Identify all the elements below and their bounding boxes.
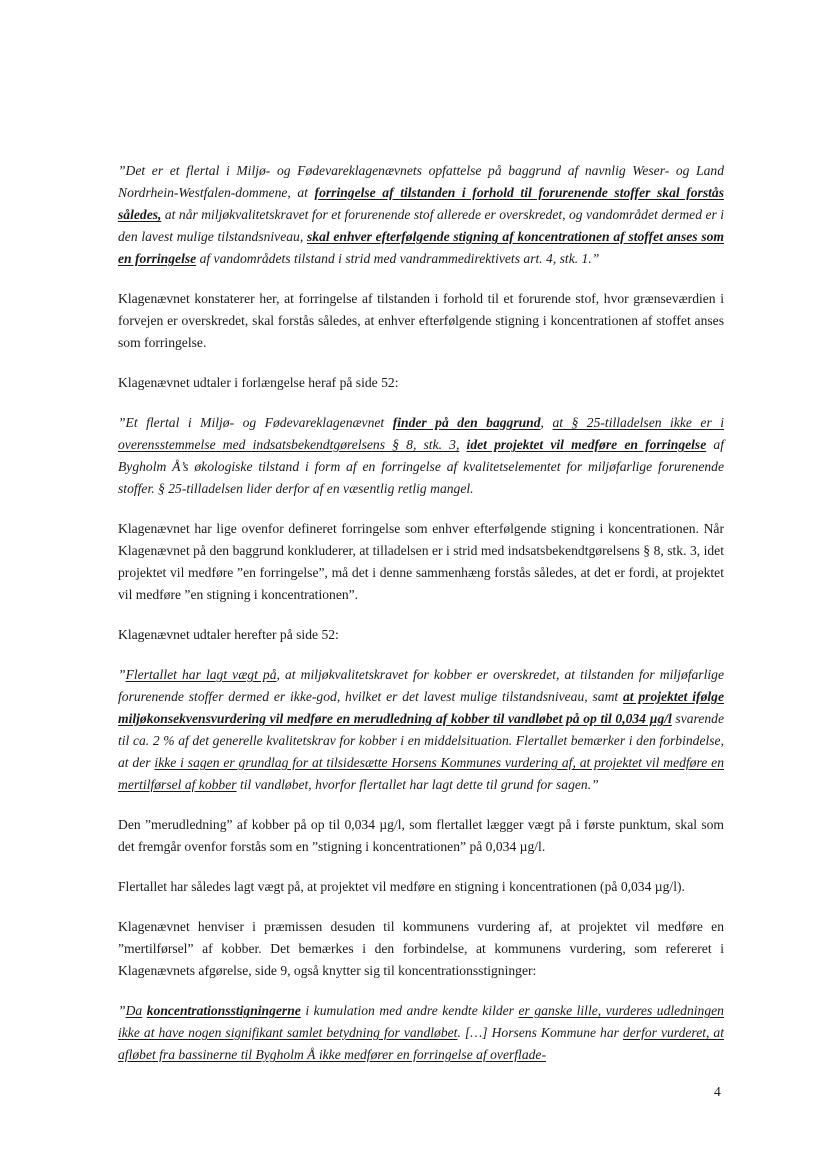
text-run: ” — [118, 667, 126, 682]
text-run: , at miljøkvalitetskravet for kobber er overskredet, at tilstanden for miljøfarlige forurenende stoffer dermed er ikke-god, hvilket er det lavest mulige tilstandsniveau, samt — [118, 667, 724, 704]
emphasis-text: idet projektet vil medføre en forringelse — [466, 437, 707, 452]
body-paragraph — [118, 518, 724, 606]
underlined-text: er ganske lille, vurderes udledningen ikke at have nogen signifikant samlet betydning for vandløbet — [118, 1003, 724, 1040]
underlined-text: ikke i sagen er grundlag for at tilsidesætte Horsens Kommunes vurdering af, at projektet vil medføre en mertilførsel af kobber — [118, 755, 724, 792]
body-paragraph — [118, 624, 724, 646]
underlined-text: Da — [125, 1003, 143, 1018]
text-run: af Bygholm Å’s økologiske tilstand i form af en forringelse af kvalitetselementet for miljøfarlige forurenende stoffer. § 25-tilladelsen lider derfor af en væsentlig retlig mangel. — [118, 437, 724, 496]
emphasis-text: koncentrationsstigningerne — [146, 1003, 301, 1018]
body-paragraph — [118, 372, 724, 394]
text-run: at når miljøkvalitetskravet for et forurenende stof allerede er overskredet, og vandområdet dermed er i den lavest mulige tilstandsniveau, — [118, 207, 724, 244]
body-paragraph — [118, 916, 724, 982]
underlined-text: Flertallet har lagt vægt på — [125, 667, 277, 682]
text-run: Klagenævnet udtaler i forlængelse heraf på side 52: — [118, 375, 399, 390]
text-run: . […] Horsens Kommune har — [457, 1025, 623, 1040]
text-run: ” — [118, 1003, 126, 1018]
quote-paragraph — [118, 160, 724, 270]
text-run: Klagenævnet konstaterer her, at forringelse af tilstanden i forhold til et forurende stof, hvor grænseværdien i forvejen er overskredet, skal forstås således, at enhver efterfølgende stigning i koncentrationen af stoffet anses som forringelse. — [118, 291, 724, 350]
emphasis-text: finder på den baggrund — [392, 415, 541, 430]
text-run: ”Et flertal i Miljø- og Fødevareklagenævnet — [118, 415, 393, 430]
document-body — [118, 160, 724, 1084]
underlined-text: at § 25-tilladelsen ikke er i overensstemmelse med indsatsbekendtgørelsens § 8, stk. 3, — [118, 415, 724, 452]
quote-paragraph — [118, 412, 724, 500]
emphasis-text: forringelse af tilstanden i forhold til forurenende stoffer skal forstås således, — [118, 185, 724, 222]
text-run: til vandløbet, hvorfor flertallet har lagt dette til grund for sagen.” — [236, 777, 599, 792]
text-run: , — [540, 415, 553, 430]
underlined-text: derfor vurderet, at afløbet fra bassinerne til Bygholm Å ikke medfører en forringelse af overflade- — [118, 1025, 725, 1062]
text-run: Flertallet har således lagt vægt på, at projektet vil medføre en stigning i koncentrationen (på 0,034 µg/l). — [118, 879, 685, 894]
text-run: svarende til ca. 2 % af det generelle kvalitetskrav for kobber i en middelsituation. Flertallet bemærker i den forbindelse, at der — [118, 711, 724, 770]
text-run: i kumulation med andre kendte kilder — [300, 1003, 519, 1018]
text-run: Klagenævnet udtaler herefter på side 52: — [118, 627, 339, 642]
quote-paragraph — [118, 1000, 724, 1066]
text-run: Klagenævnet har lige ovenfor defineret forringelse som enhver efterfølgende stigning i koncentrationen. Når Klagenævnet på den baggrund konkluderer, at tilladelsen er i strid med indsatsbekendtgørelsens § 8, stk. 3, idet projektet vil medføre ”en forringelse”, må det i denne sammenhæng forstås således, at det er fordi, at projektet vil medføre ”en stigning i koncentrationen”. — [118, 521, 724, 602]
text-run: af vandområdets tilstand i strid med vandrammedirektivets art. 4, stk. 1.” — [196, 251, 600, 266]
emphasis-text: at projektet ifølge miljøkonsekvensvurdering vil medføre en merudledning af kobber til vandløbet på op til 0,034 µg/l — [118, 689, 724, 726]
text-run: ”Det er et flertal i Miljø- og Fødevareklagenævnets opfattelse på baggrund af navnlig Weser- og Land Nordrhein-Westfalen-dommene, at — [118, 163, 724, 200]
emphasis-text: skal enhver efterfølgende stigning af koncentrationen af stoffet anses som en forringelse — [118, 229, 724, 266]
body-paragraph — [118, 288, 724, 354]
body-paragraph — [118, 814, 724, 858]
text-run: Den ”merudledning” af kobber på op til 0,034 µg/l, som flertallet lægger vægt på i første punktum, skal som det fremgår ovenfor forstås som en ”stigning i koncentrationen” på 0,034 µg/l. — [118, 817, 724, 854]
text-run — [459, 437, 466, 452]
text-run: Klagenævnet henviser i præmissen desuden til kommunens vurdering af, at projektet vil medføre en ”mertilførsel” af kobber. Det bemærkes i den forbindelse, at kommunens vurdering, som refereret i Klagenævnets afgørelse, side 9, også knytter sig til koncentrationsstigninger: — [118, 919, 724, 978]
body-paragraph — [118, 876, 724, 898]
quote-paragraph — [118, 664, 724, 796]
page-number: 4 — [714, 1084, 721, 1099]
